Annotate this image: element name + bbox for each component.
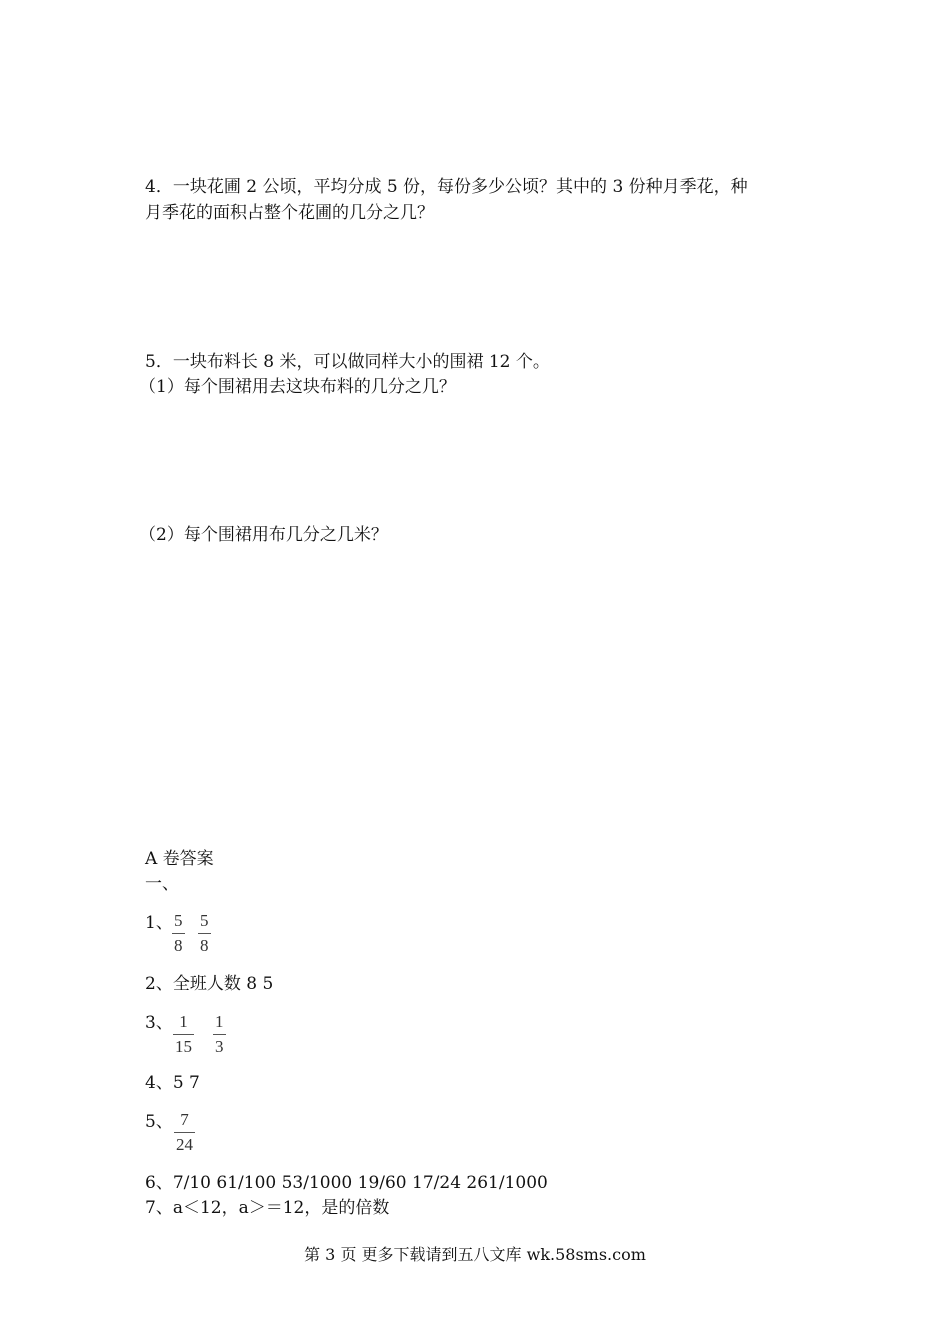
answer-6: 6、7/10 61/100 53/1000 19/60 17/24 261/1000	[145, 1173, 548, 1193]
fraction-denominator: 24	[176, 1135, 193, 1154]
answer-5-fraction-1	[174, 1110, 195, 1155]
question-4-line-2: 月季花的面积占整个花圃的几分之几？	[145, 203, 434, 223]
answer-5-label: 5、	[145, 1112, 173, 1132]
question-4-line-1: 4．一块花圃 2 公顷，平均分成 5 份，每份多少公顷？其中的 3 份种月季花，种	[145, 177, 748, 197]
fraction-numerator: 7	[180, 1110, 189, 1129]
fraction-denominator: 15	[175, 1037, 192, 1056]
fraction-numerator: 1	[215, 1012, 224, 1031]
fraction-numerator: 5	[200, 911, 209, 930]
fraction-bar	[172, 933, 185, 934]
answers-section-1: 一、	[145, 874, 179, 894]
answer-1-fraction-2	[198, 911, 211, 956]
answer-3-label: 3、	[145, 1013, 173, 1033]
answer-1-label: 1、	[145, 913, 173, 933]
fraction-denominator: 8	[200, 936, 209, 955]
fraction-bar	[213, 1034, 226, 1035]
fraction-bar	[173, 1034, 194, 1035]
answer-3-fraction-2	[213, 1012, 226, 1057]
fraction-bar	[174, 1132, 195, 1133]
answer-4: 4、5 7	[145, 1073, 200, 1093]
answer-7: 7、a＜12，a＞＝12，是的倍数	[145, 1198, 390, 1218]
page-footer: 第 3 页 更多下载请到五八文库 wk.58sms.com	[304, 1245, 646, 1264]
answer-3-fraction-1	[173, 1012, 194, 1057]
answers-title: A 卷答案	[145, 849, 214, 869]
fraction-numerator: 5	[174, 911, 183, 930]
fraction-numerator: 1	[179, 1012, 188, 1031]
answer-1-fraction-1	[172, 911, 185, 956]
answer-2: 2、全班人数 8 5	[145, 974, 274, 994]
question-5-sub-2: （2）每个围裙用布几分之几米？	[139, 525, 388, 545]
fraction-denominator: 3	[215, 1037, 224, 1056]
fraction-bar	[198, 933, 211, 934]
question-5-line-1: 5．一块布料长 8 米，可以做同样大小的围裙 12 个。	[145, 352, 550, 372]
fraction-denominator: 8	[174, 936, 183, 955]
question-5-sub-1: （1）每个围裙用去这块布料的几分之几？	[139, 377, 456, 397]
